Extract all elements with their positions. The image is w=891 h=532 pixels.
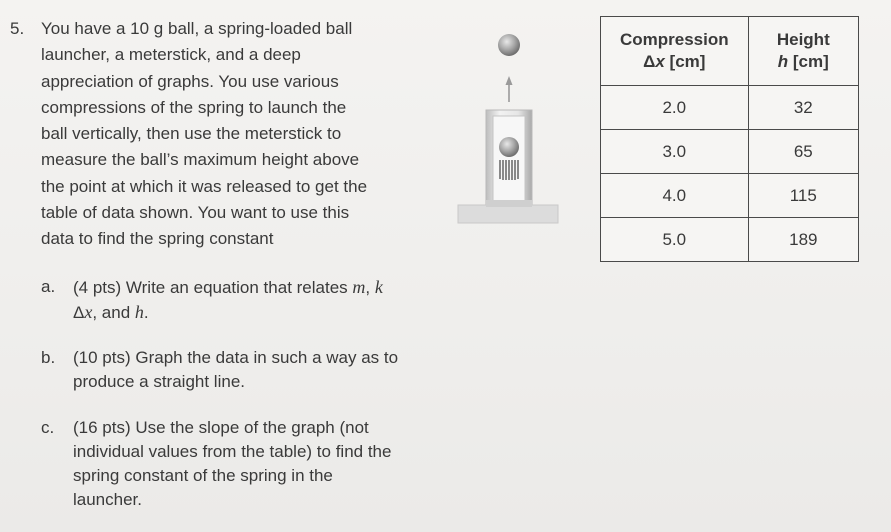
- problem-line: launcher, a meterstick, and a deep: [41, 45, 301, 65]
- m-variable: m: [352, 277, 366, 297]
- part-b-line: (10 pts) Graph the data in such a way as to: [73, 348, 399, 367]
- part-c-line: (16 pts) Use the slope of the graph (not: [73, 418, 369, 437]
- h-variable: h: [777, 52, 789, 71]
- problem-line: ball vertically, then use the meterstick to: [41, 124, 342, 144]
- part-b-text: [73, 346, 398, 394]
- compression-header-label: Compression: [619, 30, 729, 49]
- problem-statement: [41, 16, 441, 253]
- part-letter: b.: [41, 348, 56, 367]
- part-a-text: [73, 275, 383, 325]
- problem-line: measure the ball’s maximum height above: [41, 150, 360, 170]
- h-variable: h: [134, 302, 144, 322]
- problem-line: appreciation of graphs. You use various: [41, 71, 339, 91]
- table-row: [601, 218, 859, 262]
- problem-line: data to find the spring constant: [41, 229, 274, 249]
- table-row: [601, 174, 859, 218]
- compression-cell: 2.0: [601, 86, 749, 130]
- part-b-line: produce a straight line.: [73, 372, 245, 391]
- height-column-header: [748, 17, 858, 86]
- part-c-text: [73, 416, 391, 512]
- separator: , and: [92, 303, 135, 322]
- unit-label: [cm]: [788, 52, 829, 71]
- part-c-line: launcher.: [73, 490, 142, 509]
- x-variable: x: [84, 302, 93, 322]
- table-row: [601, 86, 859, 130]
- compression-cell: 3.0: [601, 130, 749, 174]
- spring-launcher-icon: [458, 110, 558, 223]
- part-c-line: spring constant of the spring in the: [73, 466, 333, 485]
- height-cell: 32: [748, 86, 858, 130]
- part-letter: a.: [41, 277, 56, 296]
- problem-line: compressions of the spring to launch the: [41, 97, 347, 117]
- compression-cell: 5.0: [601, 218, 749, 262]
- height-header-label: Height: [776, 30, 830, 49]
- data-table: [600, 16, 859, 262]
- table-row: [601, 130, 859, 174]
- height-cell: 189: [748, 218, 858, 262]
- part-a-prompt: (4 pts) Write an equation that relates: [73, 278, 348, 297]
- problem-line: the point at which it was released to get the: [41, 176, 368, 196]
- delta-symbol: Δ: [643, 52, 656, 71]
- launcher-illustration-svg: [455, 30, 565, 230]
- separator: ,: [365, 278, 375, 297]
- part-c: [41, 416, 461, 516]
- unit-label: [cm]: [664, 52, 706, 71]
- question-number: 5.: [10, 19, 25, 38]
- height-cell: 65: [748, 130, 858, 174]
- compression-cell: 4.0: [601, 174, 749, 218]
- height-cell: 115: [748, 174, 858, 218]
- x-variable: x: [655, 52, 665, 71]
- delta-symbol: Δ: [73, 303, 85, 322]
- compression-header-unit: [601, 51, 748, 73]
- launcher-illustration: [455, 30, 565, 230]
- part-a-line-2: [73, 300, 383, 325]
- part-letter: c.: [41, 418, 55, 437]
- k-variable: k: [374, 277, 383, 297]
- part-a: [41, 275, 461, 325]
- compression-column-header: [601, 17, 749, 86]
- up-arrow-icon: [506, 76, 513, 102]
- part-c-line: individual values from the table) to find the: [73, 442, 392, 461]
- period: .: [143, 303, 149, 322]
- height-header-unit: [749, 51, 858, 73]
- problem-line: table of data shown. You want to use this: [41, 203, 350, 223]
- part-a-line-1: [73, 275, 383, 300]
- part-b: [41, 346, 461, 396]
- table-header-row: [601, 17, 859, 86]
- problem-line: You have a 10 g ball, a spring-loaded ball: [41, 19, 353, 38]
- ball-icon: [498, 34, 520, 56]
